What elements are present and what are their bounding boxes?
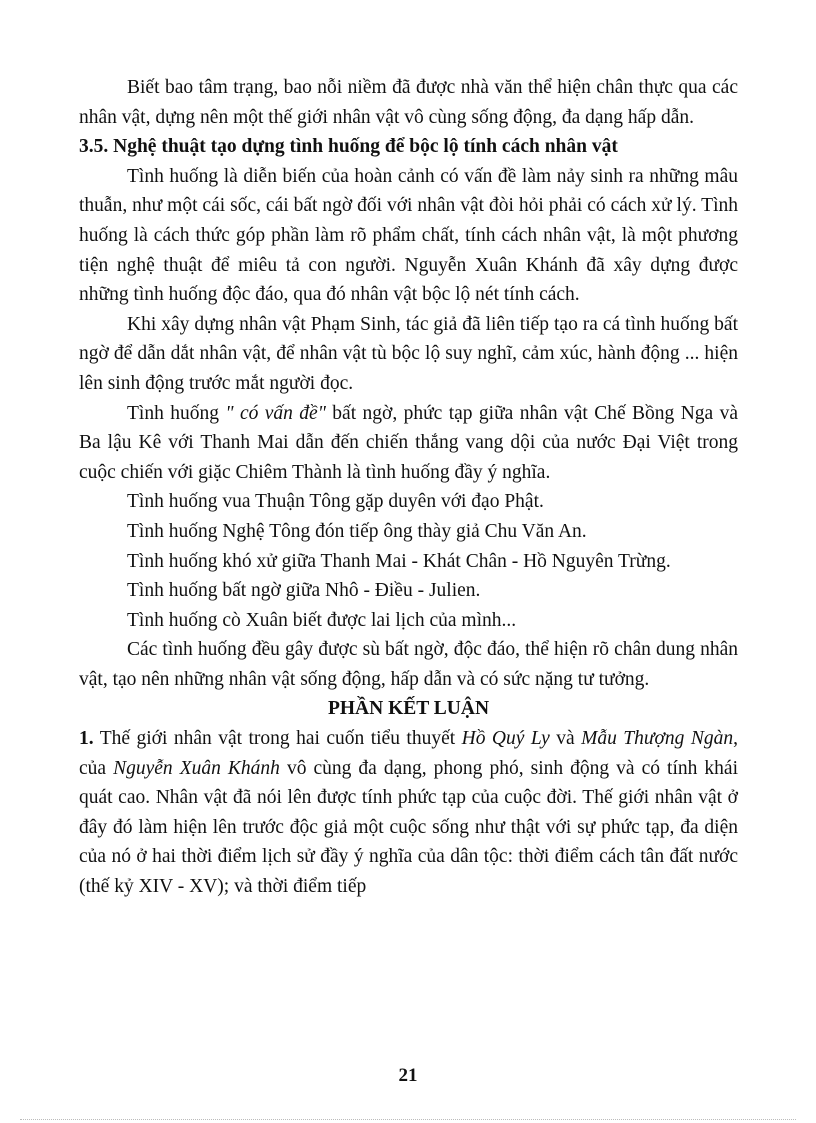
conclusion-text-3: , của — [79, 728, 738, 779]
conclusion-title-2: Mẫu Thượng Ngàn — [581, 728, 734, 750]
situation-item: Tình huống bất ngờ giữa Nhô - Điều - Julien. — [127, 580, 481, 602]
situation-text-after: bất ngờ, phức tạp giữa nhân vật Chế Bồng Nga và Ba lậu Kê với Thanh Mai dẫn đến chiến thắng vang dội của nước Đại Việt trong cuộc chiến với giặc Chiêm Thành là tình huống đầy ý nghĩa. — [79, 402, 738, 483]
page-number: 21 — [398, 1065, 418, 1086]
intro-paragraph: Biết bao tâm trạng, bao nỗi niềm đã được nhà văn thể hiện chân thực qua các nhân vật, dựng nên một thế giới nhân vật vô cùng sống động, đa dạng hấp dẫn. — [79, 77, 738, 128]
situation-italic-quote: " có vấn đề" — [225, 402, 326, 424]
summary-paragraph: Các tình huống đều gây được sù bất ngờ, độc đáo, thể hiện rõ chân dung nhân vật, tạo nên những nhân vật sống động, hấp dẫn và có sức nặng tư tưởng. — [79, 639, 738, 690]
situation-item: Tình huống cò Xuân biết được lai lịch của mình... — [127, 609, 517, 631]
conclusion-paragraph — [79, 724, 738, 902]
conclusion-author: Nguyễn Xuân Khánh — [113, 757, 280, 779]
body-paragraph: Khi xây dựng nhân vật Phạm Sinh, tác giả đã liên tiếp tạo ra cá tình huống bất ngờ để dẫn dắt nhân vật, để nhân vật tù bộc lộ suy nghĩ, cảm xúc, hành động ... hiện lên sinh động trước mắt người đọc. — [79, 313, 738, 394]
bottom-divider — [20, 1119, 796, 1120]
conclusion-text-2: và — [549, 728, 582, 750]
conclusion-heading: PHẦN KẾT LUẬN — [327, 698, 490, 720]
conclusion-text-4: vô cùng đa dạng, phong phó, sinh động và có tính khái quát cao. Nhân vật đã nói lên được tính phức tạp của cuộc đời. Thế giới nhân vật ở đây đó làm hiện lên trước độc giả một cuộc sống như thật với sự phức tạp, đa diện của nó ở hai thời điểm lịch sử đầy ý nghĩa của dân tộc: thời điểm cách tân đất nước (thế kỷ XIV - XV); và thời điểm tiếp — [79, 757, 738, 898]
conclusion-number: 1. — [79, 728, 94, 750]
situation-text-before: Tình huống — [127, 402, 226, 424]
document-page — [79, 73, 738, 902]
body-paragraph: Tình huống là diễn biến của hoàn cảnh có vấn đề làm nảy sinh ra những mâu thuẫn, như một cái sốc, cái bất ngờ đối với nhân vật đòi hỏi phải có cách xử lý. Tình huống là cách thức góp phần làm rõ phẩm chất, tính cách nhân vật, là một phương tiện nghệ thuật để miêu tả con người. Nguyễn Xuân Khánh đã xây dựng được những tình huống độc đáo, qua đó nhân vật bộc lộ nét tính cách. — [79, 165, 738, 306]
situation-item: Tình huống Nghệ Tông đón tiếp ông thày giả Chu Văn An. — [127, 520, 587, 542]
situation-item: Tình huống vua Thuận Tông gặp duyên với đạo Phật. — [127, 491, 544, 513]
section-heading: 3.5. Nghệ thuật tạo dựng tình huống để bộc lộ tính cách nhân vật — [79, 136, 618, 158]
conclusion-text-1: Thế giới nhân vật trong hai cuốn tiểu thuyết — [93, 728, 462, 750]
conclusion-title-1: Hồ Quý Ly — [461, 728, 550, 750]
situation-paragraph — [79, 399, 738, 488]
situation-item: Tình huống khó xử giữa Thanh Mai - Khát Chân - Hồ Nguyên Trừng. — [127, 550, 671, 572]
